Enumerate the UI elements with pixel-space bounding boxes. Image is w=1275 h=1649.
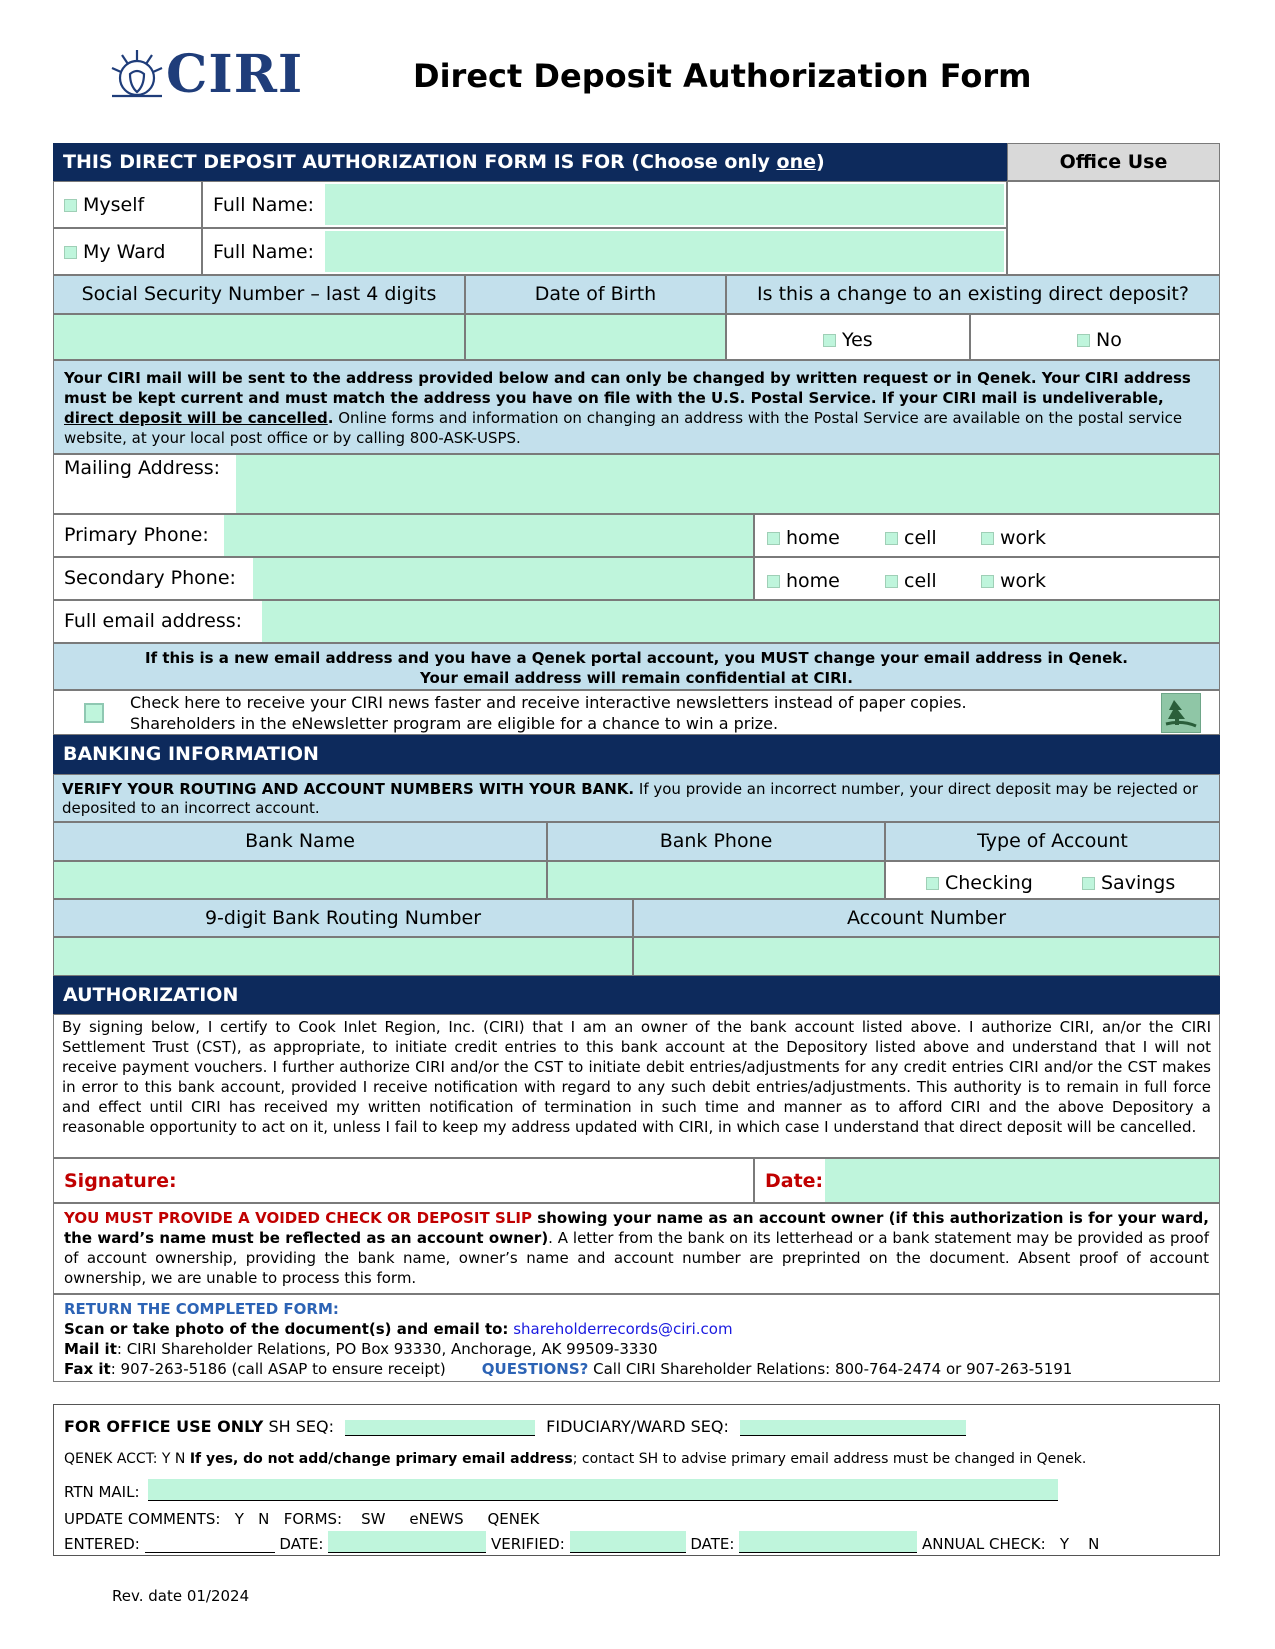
return-fax: Fax it: 907-263-5186 (call ASAP to ensure receipt) QUESTIONS? Call CIRI Shareholder Relations: 800-764-2474 or 907-263-5191 — [64, 1360, 1073, 1378]
ssn-field[interactable] — [53, 314, 465, 360]
primary-phone-type — [754, 514, 1220, 557]
email-note: If this is a new email address and you have a Qenek portal account, you MUST change your email address in Qenek. Your email address will remain confidential at CIRI. — [53, 643, 1220, 690]
mail-notice: Your CIRI mail will be sent to the address provided below and can only be changed by written request or in Qenek. Your CIRI address must be kept current and must match the address you have on file with the U.S. Postal Service. If your CIRI mail is undeliverable, direct deposit will be cancelled. Online forms and information on changing an address with the Postal Service are available on the postal service website, at your local post office or by calling 800-ASK-USPS. — [53, 360, 1220, 454]
no-checkbox[interactable] — [1077, 334, 1090, 347]
primary-work-option[interactable]: work — [981, 527, 1046, 549]
office-row-2: QENEK ACCT: Y N If yes, do not add/change primary email address; contact SH to advise primary email address must be changed in Qenek. — [64, 1451, 1087, 1467]
secondary-home-checkbox[interactable] — [767, 575, 780, 588]
authorization-text: By signing below, I certify to Cook Inlet Region, Inc. (CIRI) that I am an owner of the bank account listed above. I authorize CIRI, an/or the CIRI Settlement Trust (CST), as appropriate, to initiate credit entries to this bank account at the Depository listed above and understand that I will not receive payment vouchers. I further authorize CIRI and/or the CST to initiate debit entries/adjustments for any credit entries CIRI and/or the CST makes in error to this bank account, provided I receive notification with regard to any such debit entries/adjustments. This authority is to remain in full force and effect until CIRI has received my written notification of termination in such time and manner as to afford CIRI and the above Depository a reasonable opportunity to act on it, unless I fail to keep my address updated with CIRI, in which case I understand that direct deposit will be cancelled. — [53, 1014, 1220, 1158]
return-heading: RETURN THE COMPLETED FORM: — [64, 1300, 339, 1318]
bank-phone-label: Bank Phone — [547, 822, 885, 861]
signature-row — [53, 1158, 754, 1203]
secondary-work-option[interactable]: work — [981, 570, 1046, 592]
account-type-label: Type of Account — [885, 822, 1220, 861]
return-mail: Mail it: CIRI Shareholder Relations, PO Box 93330, Anchorage, AK 99509-3330 — [64, 1340, 658, 1358]
ssn-label: Social Security Number – last 4 digits — [53, 275, 465, 314]
form-for-banner: THIS DIRECT DEPOSIT AUTHORIZATION FORM IS FOR (Choose only one) — [53, 143, 1007, 181]
dob-label: Date of Birth — [465, 275, 726, 314]
primary-home-checkbox[interactable] — [767, 532, 780, 545]
date-field[interactable] — [825, 1159, 1219, 1202]
mailing-address-field[interactable] — [236, 455, 1219, 513]
secondary-cell-checkbox[interactable] — [885, 575, 898, 588]
primary-home-option[interactable]: home — [767, 527, 840, 549]
change-yes-option[interactable]: Yes — [726, 314, 970, 360]
change-no-option[interactable]: No — [970, 314, 1220, 360]
date-row — [754, 1158, 1220, 1203]
routing-label: 9-digit Bank Routing Number — [53, 899, 633, 937]
bank-name-label: Bank Name — [53, 822, 547, 861]
verified-field[interactable] — [570, 1531, 686, 1553]
office-row-1: FOR OFFICE USE ONLY SH SEQ: FIDUCIARY/WARD SEQ: — [64, 1417, 966, 1436]
option-myself[interactable]: Myself — [53, 181, 202, 228]
primary-phone-field[interactable] — [224, 515, 753, 556]
ward-name-row — [202, 228, 1007, 275]
office-row-3: RTN MAIL: — [64, 1479, 1058, 1501]
enewsletter-text: Check here to receive your CIRI news faster and receive interactive newsletters instead of paper copies. Shareholders in the eNewsletter program are eligible for a chance to win a prize. — [130, 693, 967, 733]
office-use-label: Office Use — [1007, 143, 1220, 181]
secondary-cell-option[interactable]: cell — [885, 570, 937, 592]
secondary-phone-field[interactable] — [253, 558, 753, 599]
signature-field[interactable] — [184, 1161, 751, 1200]
date-label: Date: — [765, 1170, 824, 1192]
revision-date: Rev. date 01/2024 — [112, 1587, 250, 1605]
office-row-5: ENTERED: DATE: VERIFIED: DATE: ANNUAL CHECK: Y N — [64, 1531, 1099, 1553]
office-row-4: UPDATE COMMENTS: Y N FORMS: SW eNEWS QENEK — [64, 1510, 540, 1528]
entered-date-field[interactable] — [328, 1531, 486, 1553]
signature-label: Signature: — [64, 1170, 177, 1192]
verify-notice: VERIFY YOUR ROUTING AND ACCOUNT NUMBERS WITH YOUR BANK. If you provide an incorrect number, your direct deposit may be rejected or deposited to an incorrect account. — [53, 774, 1220, 822]
entered-field[interactable] — [145, 1537, 275, 1553]
ciri-logo — [108, 44, 304, 108]
secondary-phone-row — [53, 557, 754, 600]
sh-seq-field[interactable] — [345, 1420, 535, 1436]
office-use-section — [53, 1404, 1220, 1556]
myself-name-row — [202, 181, 1007, 228]
page-title: Direct Deposit Authorization Form — [413, 57, 1032, 95]
return-instructions — [53, 1294, 1220, 1382]
mailing-address-label: Mailing Address: — [64, 457, 221, 479]
fiduciary-seq-field[interactable] — [740, 1420, 966, 1436]
bank-phone-field[interactable] — [547, 861, 885, 899]
bank-name-field[interactable] — [53, 861, 547, 899]
secondary-home-option[interactable]: home — [767, 570, 840, 592]
savings-checkbox[interactable] — [1082, 877, 1095, 890]
authorization-header: AUTHORIZATION — [53, 976, 1220, 1014]
primary-work-checkbox[interactable] — [981, 532, 994, 545]
ciri-emblem-icon — [108, 44, 166, 106]
ward-full-name-field[interactable] — [325, 231, 1004, 272]
email-field[interactable] — [262, 601, 1219, 642]
secondary-phone-type — [754, 557, 1220, 600]
primary-phone-row — [53, 514, 754, 557]
email-row — [53, 600, 1220, 643]
account-number-label: Account Number — [633, 899, 1220, 937]
rtn-mail-field[interactable] — [148, 1479, 1058, 1501]
enewsletter-checkbox[interactable] — [84, 703, 104, 723]
routing-field[interactable] — [53, 937, 633, 976]
mailing-address-row — [53, 454, 1220, 514]
email-label: Full email address: — [64, 610, 243, 632]
full-name-label: Full Name: — [213, 241, 314, 263]
yes-checkbox[interactable] — [823, 334, 836, 347]
verified-date-field[interactable] — [739, 1531, 917, 1553]
ward-checkbox[interactable] — [64, 246, 77, 259]
office-use-box — [1007, 181, 1220, 275]
return-scan: Scan or take photo of the document(s) and email to: shareholderrecords@ciri.com — [64, 1320, 733, 1338]
tree-icon — [1161, 693, 1201, 733]
myself-checkbox[interactable] — [64, 199, 77, 212]
account-type-options — [885, 861, 1220, 899]
enewsletter-row — [53, 690, 1220, 735]
primary-cell-option[interactable]: cell — [885, 527, 937, 549]
checking-checkbox[interactable] — [926, 877, 939, 890]
change-question: Is this a change to an existing direct deposit? — [726, 275, 1220, 314]
option-my-ward[interactable]: My Ward — [53, 228, 202, 275]
account-number-field[interactable] — [633, 937, 1220, 976]
banking-header: BANKING INFORMATION — [53, 735, 1220, 774]
primary-phone-label: Primary Phone: — [64, 524, 209, 546]
savings-option[interactable]: Savings — [1082, 872, 1175, 894]
logo-text: CIRI — [166, 44, 304, 105]
myself-full-name-field[interactable] — [325, 184, 1004, 225]
primary-cell-checkbox[interactable] — [885, 532, 898, 545]
dob-field[interactable] — [465, 314, 726, 360]
email-link[interactable]: shareholderrecords@ciri.com — [513, 1320, 733, 1338]
secondary-work-checkbox[interactable] — [981, 575, 994, 588]
proof-notice: YOU MUST PROVIDE A VOIDED CHECK OR DEPOSIT SLIP showing your name as an account owner (if this authorization is for your ward, the ward’s name must be reflected as an account owner). A letter from the bank on its letterhead or a bank statement may be provided as proof of account ownership, providing the bank name, owner’s name and account number are preprinted on the document. Absent proof of account ownership, we are unable to process this form. — [53, 1203, 1220, 1294]
full-name-label: Full Name: — [213, 194, 314, 216]
secondary-phone-label: Secondary Phone: — [64, 567, 236, 589]
checking-option[interactable]: Checking — [926, 872, 1033, 894]
